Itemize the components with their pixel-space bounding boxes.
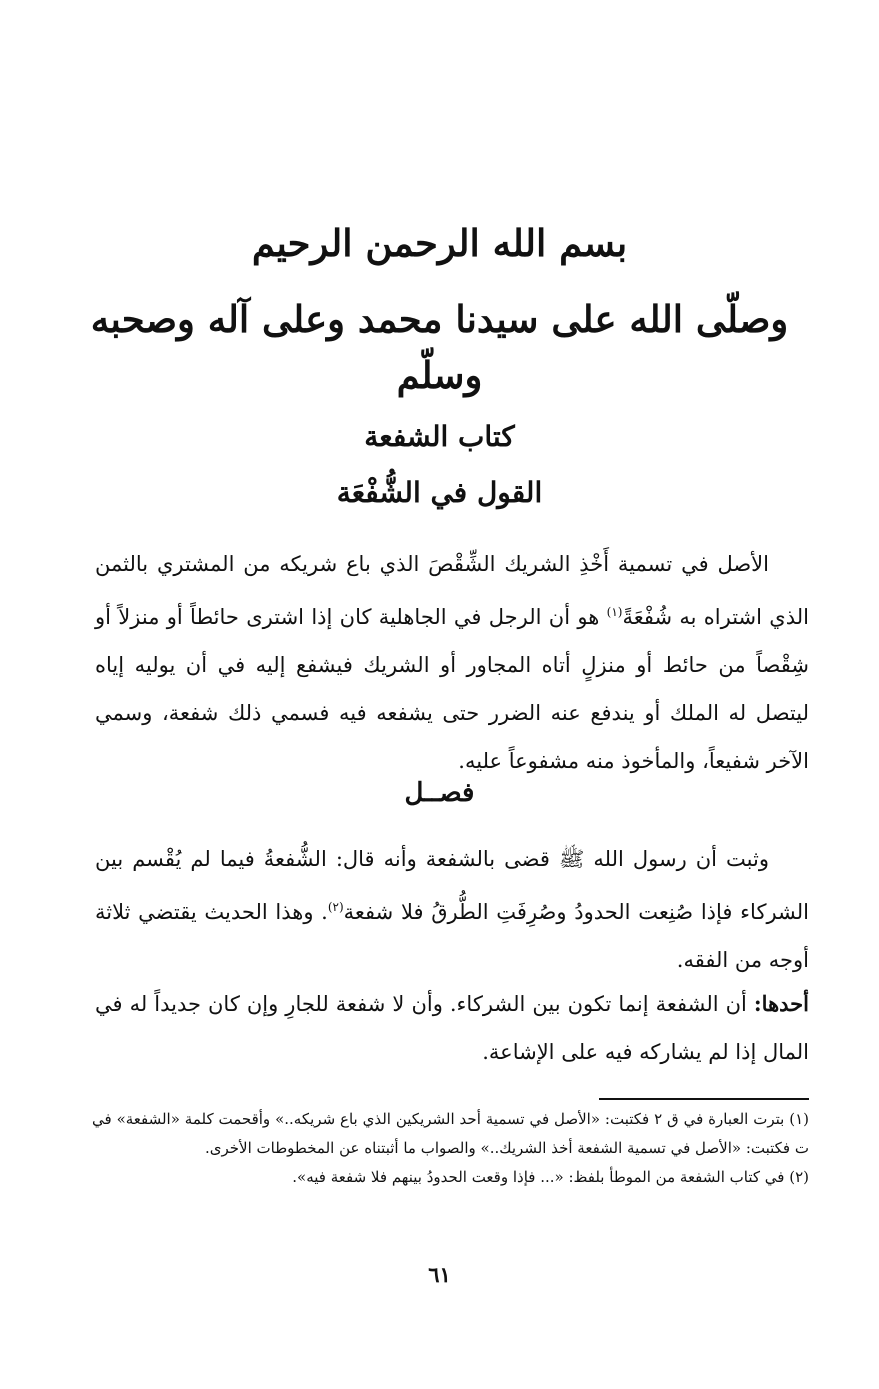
salawat-heading: وصلّى الله على سيدنا محمد وعلى آله وصحبه وسلّم [90,297,789,397]
paragraph-lead: أحدها: [753,991,809,1016]
paragraph-text: هو أن الرجل في الجاهلية كان إذا اشترى حائطاً أو منزلاً أو شِقْصاً من حائط أو منزلٍ أتاه المجاور أو الشريك فيشفع إليه في أن يوليه إياه ليتصل له الملك أو يندفع عنه الضرر حتى يشفعه فيه فسمي ذلك شفعة، وسمي الآخر شفيعاً، والمأخوذ منه مشفوعاً عليه. [95,605,809,773]
paragraph-text: وثبت أن رسول الله ﷺ قضى بالشفعة وأنه قال: الشُّفعةُ فيما لم يُقْسم بين الشركاء فإذا صُنِعت الحدودُ وصُرِفَتِ الطُّرقُ فلا شفعة [95,847,809,924]
footnotes [92,1105,809,1192]
paragraph-first-aspect [95,980,809,1076]
paragraph-text: أن الشفعة إنما تكون بين الشركاء. وأن لا شفعة للجارِ وإن كان جديداً له في المال إذا لم يشاركه فيه على الإشاعة. [95,992,809,1064]
footnote-1: (١) بترت العبارة في ق ٢ فكتبت: «الأصل في تسمية أحد الشريكين الذي باع شريكه..» وأقحمت كلمة «الشفعة» في ت فكتبت: «الأصل في تسمية الشفعة أخذ الشريك..» والصواب ما أثبتناه عن المخطوطات الأخرى. [92,1110,809,1157]
footnote-ref-1[interactable]: (١) [606,605,623,619]
paragraph-text: . وهذا الحديث يقتضي ثلاثة أوجه من الفقه. [95,900,809,972]
paragraph-origin-of-shufa [95,540,809,785]
bismillah-heading: بسم الله الرحمن الرحيم [251,221,628,265]
footnote-2: (٢) في كتاب الشفعة من الموطأ بلفظ: «... فإذا وقعت الحدودُ بينهم فلا شفعة فيه». [292,1168,809,1186]
paragraph-hadith [95,835,809,984]
chapter-title: القول في الشُّفْعَة [336,476,543,509]
section-heading: فصــل [404,778,475,808]
book-title: كتاب الشفعة [364,420,515,453]
paragraph-text: الأصل في تسمية أَخْذِ الشريك الشِّقْصَ الذي باع شريكه من المشتري بالثمن الذي اشتراه به شُفْعَةً [95,552,809,629]
page-headings [60,215,819,515]
footnote-divider [599,1098,809,1100]
page-number: ٦١ [428,1262,451,1287]
footnote-ref-2[interactable]: (٢) [327,900,344,914]
